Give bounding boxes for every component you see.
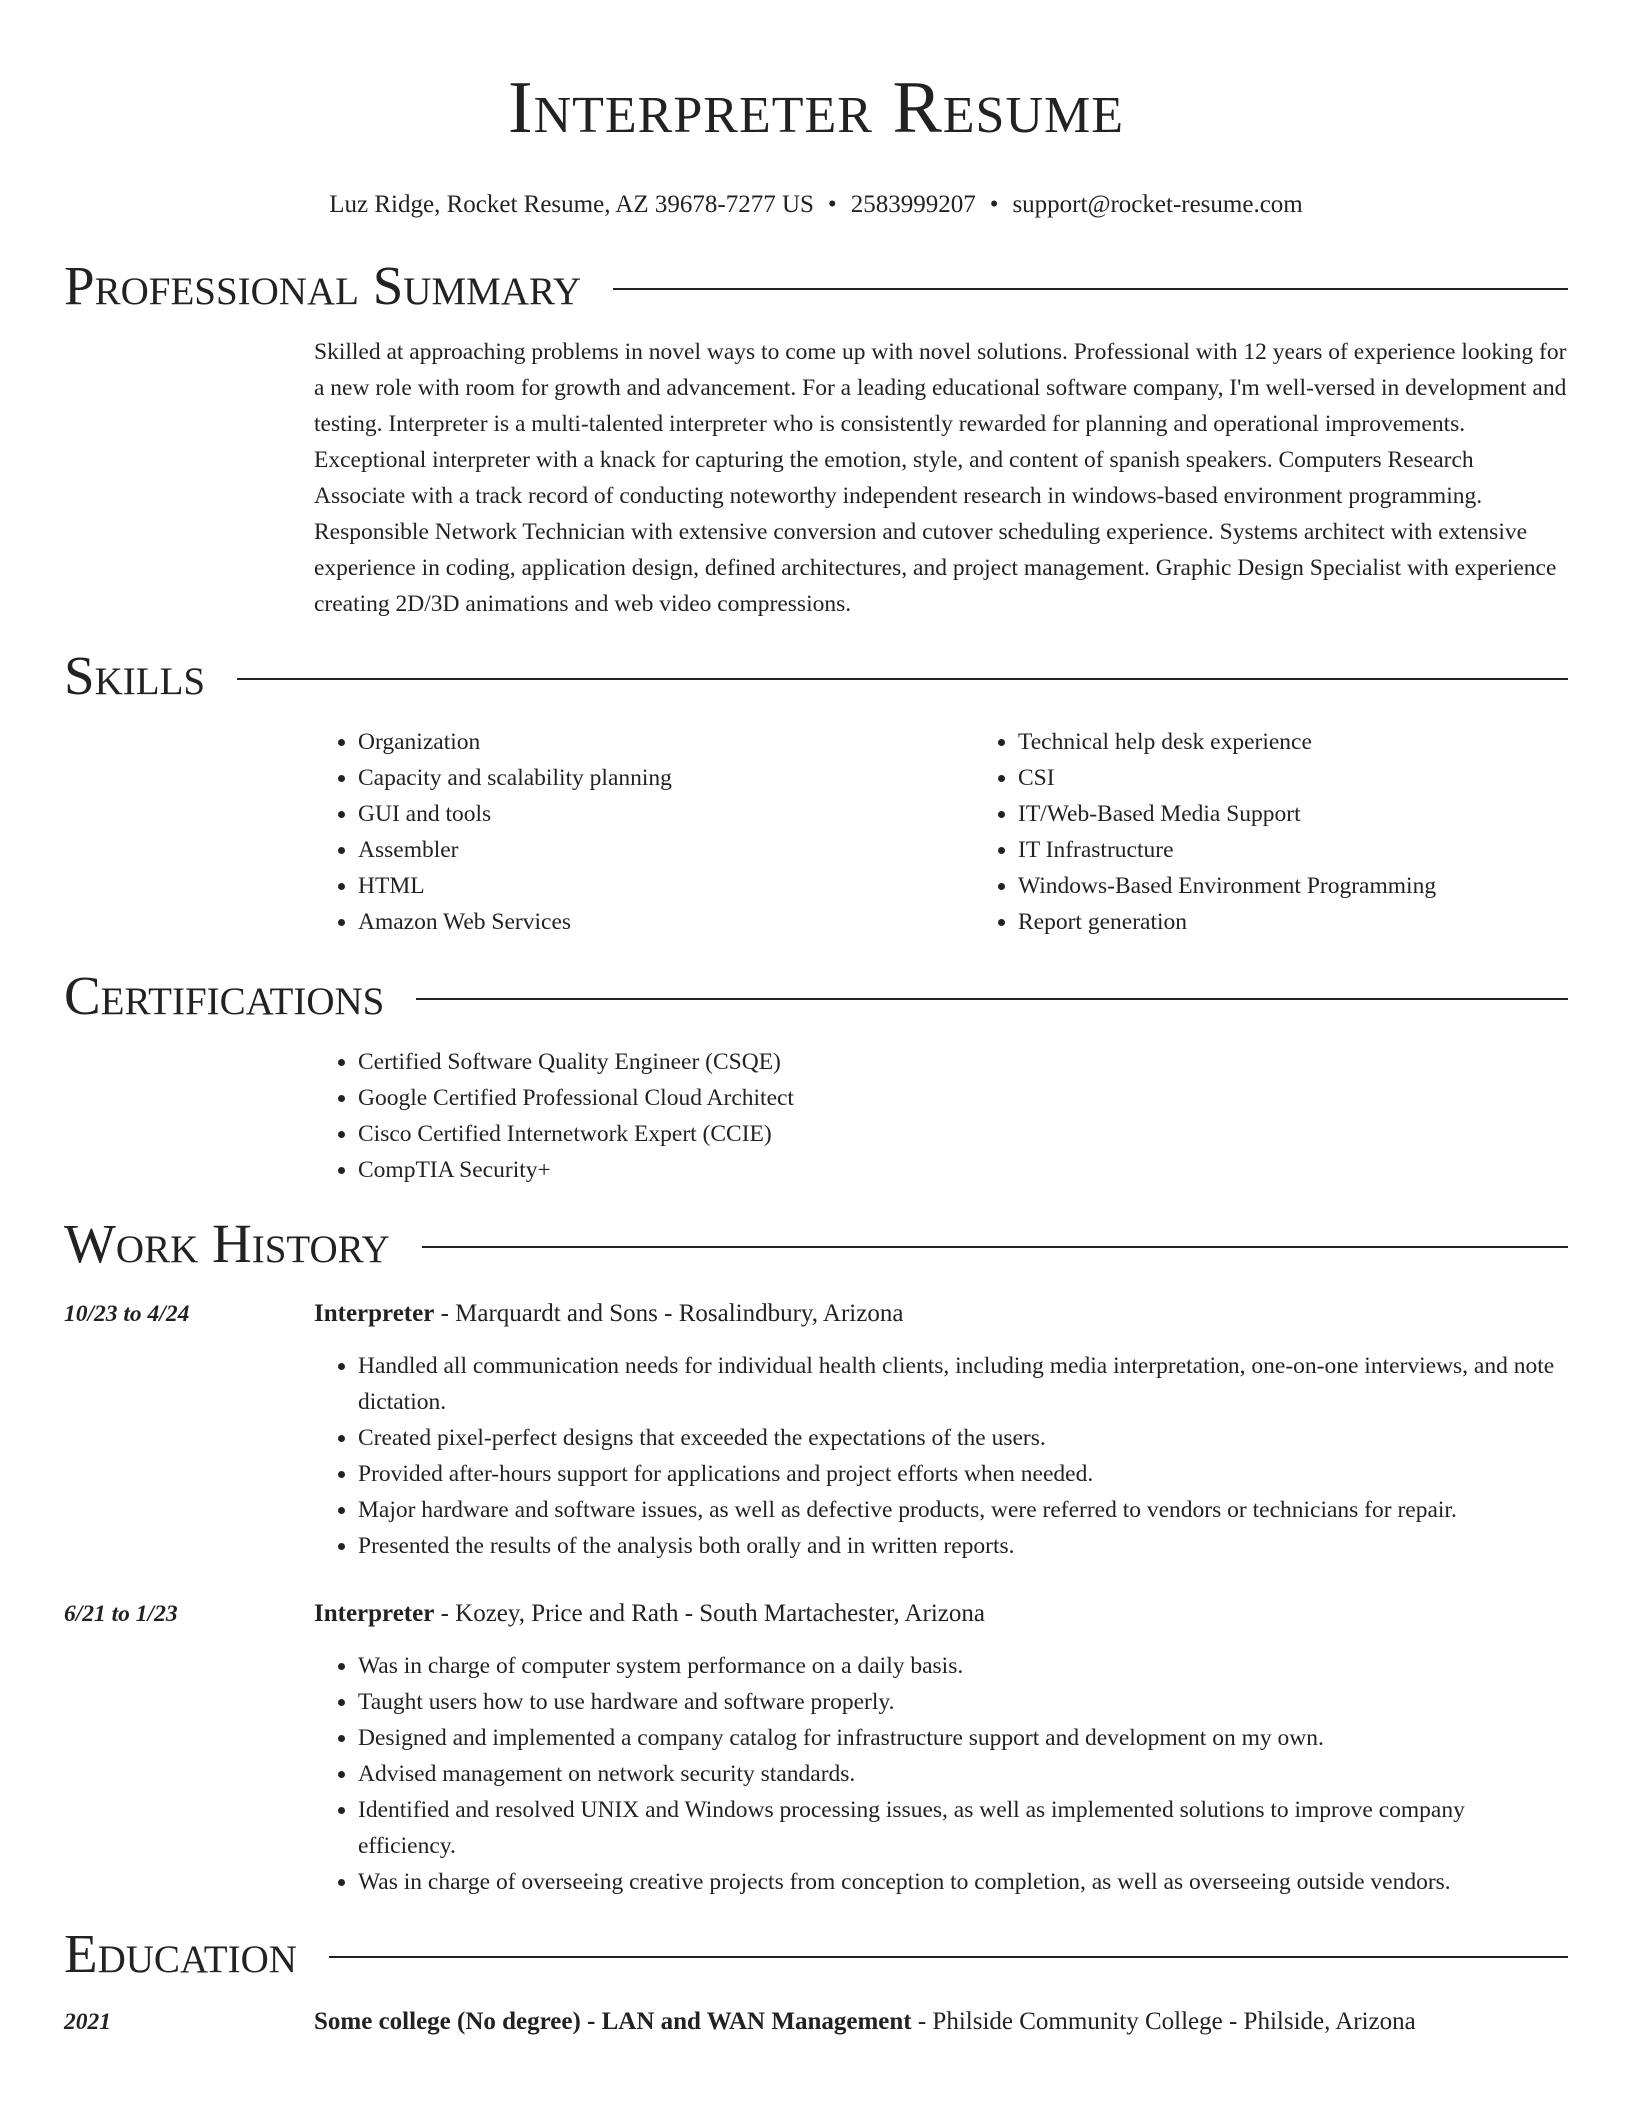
skill-item: • IT/Web-Based Media Support xyxy=(1018,796,1632,832)
responsibility-item: • Presented the results of the analysis both orally and in written reports. xyxy=(358,1528,1568,1564)
skill-item: • Windows-Based Environment Programming xyxy=(1018,868,1632,904)
skill-item: • Assembler xyxy=(358,832,974,868)
responsibility-item: • Created pixel-perfect designs that exceeded the expectations of the users. xyxy=(358,1420,1568,1456)
skills-column-right xyxy=(974,724,1632,940)
job-employer: - Marquardt and Sons - Rosalindbury, Arizona xyxy=(434,1300,904,1327)
job-title: Interpreter xyxy=(314,1300,435,1327)
work-section-header xyxy=(64,1210,1568,1278)
section-divider xyxy=(422,1246,1568,1248)
job-body xyxy=(314,1596,1568,1900)
job-title-line xyxy=(314,1596,1568,1632)
section-divider xyxy=(416,998,1568,1000)
skill-item: • HTML xyxy=(358,868,974,904)
education-school: - Philside Community College - Philside, Arizona xyxy=(911,2008,1416,2035)
job-entry xyxy=(64,1596,1568,1900)
skills-list xyxy=(314,724,1568,940)
job-title: Interpreter xyxy=(314,1600,435,1627)
job-body xyxy=(314,1296,1568,1564)
contact-email: support@rocket-resume.com xyxy=(1012,191,1303,218)
contact-separator: • xyxy=(827,191,837,218)
responsibility-item: • Advised management on network security standards. xyxy=(358,1756,1568,1792)
certifications-section-header xyxy=(64,962,1568,1030)
education-degree: Some college (No degree) - LAN and WAN Management xyxy=(314,2008,912,2035)
certification-item: • Google Certified Professional Cloud Architect xyxy=(358,1080,1568,1116)
responsibility-item: • Designed and implemented a company catalog for infrastructure support and development on my own. xyxy=(358,1720,1568,1756)
certifications-heading: Certifications xyxy=(64,965,385,1026)
section-divider xyxy=(237,678,1568,680)
skill-item: • Organization xyxy=(358,724,974,760)
contact-phone: 2583999207 xyxy=(850,191,976,218)
skill-item: • Technical help desk experience xyxy=(1018,724,1632,760)
certifications-list xyxy=(314,1044,1568,1188)
certification-item: • Cisco Certified Internetwork Expert (CCIE) xyxy=(358,1116,1568,1152)
responsibility-item: • Identified and resolved UNIX and Windows processing issues, as well as implemented solutions to improve company efficiency. xyxy=(358,1792,1568,1864)
skill-item: • Capacity and scalability planning xyxy=(358,760,974,796)
responsibility-item: • Was in charge of computer system performance on a daily basis. xyxy=(358,1648,1568,1684)
job-title-line xyxy=(314,1296,1568,1332)
contact-address: Luz Ridge, Rocket Resume, AZ 39678-7277 US xyxy=(329,191,814,218)
job-responsibilities xyxy=(314,1648,1568,1900)
skills-heading: Skills xyxy=(64,645,206,706)
skill-item: • Amazon Web Services xyxy=(358,904,974,940)
document-title: Interpreter Resume xyxy=(507,67,1125,149)
job-dates: 10/23 to 4/24 xyxy=(64,1301,190,1327)
responsibility-item: • Taught users how to use hardware and software properly. xyxy=(358,1684,1568,1720)
education-year: 2021 xyxy=(64,2009,111,2035)
education-line xyxy=(314,2004,1568,2040)
responsibility-item: • Provided after-hours support for applications and project efforts when needed. xyxy=(358,1456,1568,1492)
certifications-block xyxy=(314,1044,1568,1188)
section-divider xyxy=(329,1956,1568,1958)
summary-text: Skilled at approaching problems in novel ways to come up with novel solutions. Professional with 12 years of experience looking for a new role with room for growth and advancement. For a leading educational software company, I'm well-versed in development and testing. Interpreter is a multi-talented interpreter who is consistently rewarded for planning and operational improvements. Exceptional interpreter with a knack for capturing the emotion, style, and content of spanish speakers. Computers Research Associate with a track record of conducting noteworthy independent research in windows-based environment programming. Responsible Network Technician with extensive conversion and cutover scheduling experience. Systems architect with extensive experience in coding, application design, defined architectures, and project management. Graphic Design Specialist with experience creating 2D/3D animations and web video compressions. xyxy=(314,339,1567,617)
skill-item: • GUI and tools xyxy=(358,796,974,832)
job-dates: 6/21 to 1/23 xyxy=(64,1601,178,1627)
education-heading: Education xyxy=(64,1923,297,1984)
responsibility-item: • Was in charge of overseeing creative projects from conception to completion, as well as overseeing outside vendors. xyxy=(358,1864,1568,1900)
summary-section-header xyxy=(64,252,1568,320)
contact-line xyxy=(64,188,1568,222)
responsibility-item: • Handled all communication needs for individual health clients, including media interpretation, one-on-one interviews, and note dictation. xyxy=(358,1348,1568,1420)
summary-block xyxy=(314,334,1568,622)
skill-item: • IT Infrastructure xyxy=(1018,832,1632,868)
section-divider xyxy=(613,288,1568,290)
contact-separator: • xyxy=(989,191,999,218)
job-entry xyxy=(64,1296,1568,1564)
skill-item: • CSI xyxy=(1018,760,1632,796)
skill-item: • Report generation xyxy=(1018,904,1632,940)
education-body xyxy=(314,2004,1568,2040)
certification-item: • CompTIA Security+ xyxy=(358,1152,1568,1188)
certification-item: • Certified Software Quality Engineer (CSQE) xyxy=(358,1044,1568,1080)
work-heading: Work History xyxy=(64,1213,390,1274)
job-employer: - Kozey, Price and Rath - South Martachester, Arizona xyxy=(434,1600,985,1627)
education-entry xyxy=(64,2004,1568,2040)
education-section-header xyxy=(64,1920,1568,1988)
job-responsibilities xyxy=(314,1348,1568,1564)
skills-column-left xyxy=(314,724,974,940)
skills-section-header xyxy=(64,642,1568,710)
summary-heading: Professional Summary xyxy=(64,255,582,316)
responsibility-item: • Major hardware and software issues, as well as defective products, were referred to vendors or technicians for repair. xyxy=(358,1492,1568,1528)
